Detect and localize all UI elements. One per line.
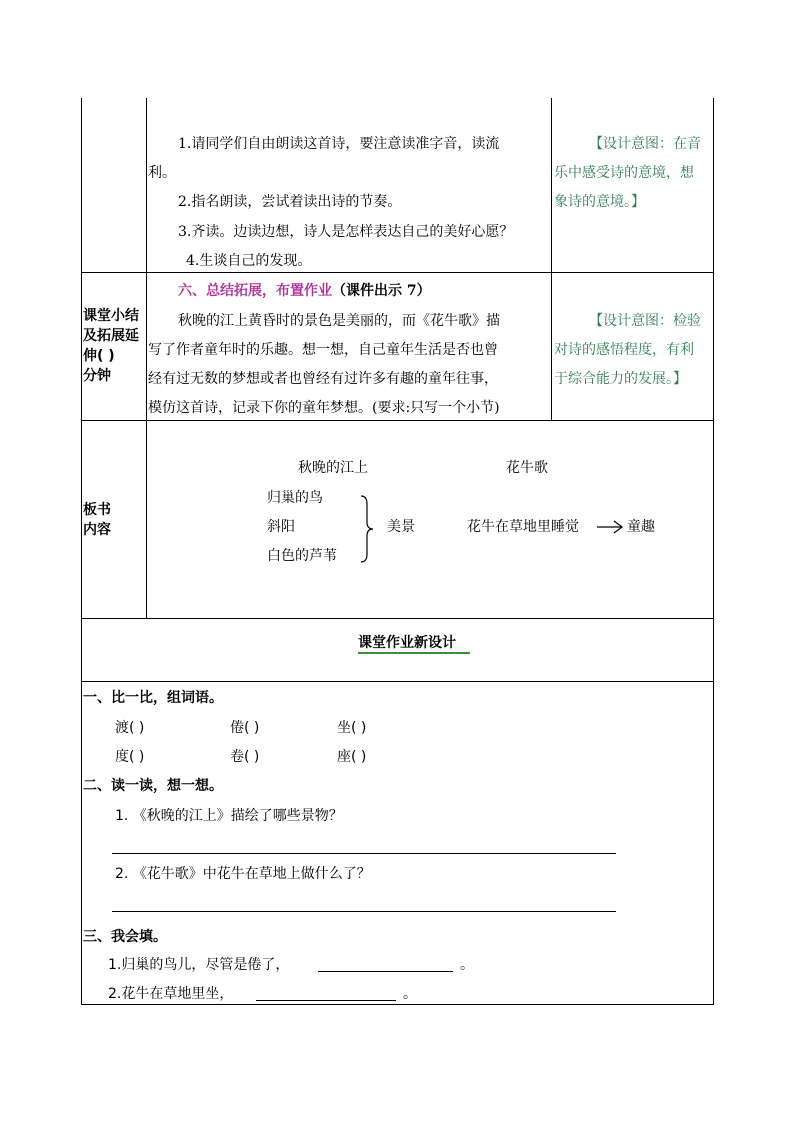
row1-line-5: 4.生谈自己的发现。	[186, 253, 312, 269]
board-title-left: 秋晚的江上	[298, 460, 368, 476]
row-divider-4	[81, 681, 714, 682]
board-scene: 美景	[387, 519, 415, 535]
row1-line-1: 1.请同学们自由朗读这首诗，要注意读准字音，读流	[178, 136, 500, 152]
fill-1-end: 。	[460, 957, 474, 973]
board-item-1: 归巢的鸟	[267, 490, 323, 506]
row1-design-1: 【设计意图：在音	[589, 136, 701, 152]
row2-heading-text: 六、总结拓展，布置作业	[178, 283, 332, 299]
homework-title: 课堂作业新设计	[358, 635, 456, 651]
board-arrow-to: 童趣	[627, 519, 655, 535]
homework-title-underline	[358, 652, 470, 654]
row2-heading	[178, 281, 431, 301]
border-right	[713, 98, 714, 1005]
answer-line-1[interactable]	[112, 853, 616, 854]
row2-heading-note: （课件出示 7）	[332, 283, 431, 299]
word-pair-bottom-1: 度( )	[115, 749, 145, 765]
row2-label-2: 及拓展延	[83, 328, 139, 344]
board-label-1: 板书	[83, 502, 111, 518]
row2-design-1: 【设计意图：检验	[589, 313, 701, 329]
row2-line-1: 秋晚的江上黄昏时的景色是美丽的，而《花牛歌》描	[178, 313, 500, 329]
row2-line-3: 经有过无数的梦想或者也曾经有过许多有趣的童年往事，	[148, 371, 498, 387]
row-divider-3	[81, 618, 714, 619]
row2-design-3: 于综合能力的发展。】	[554, 371, 687, 387]
fill-blank-2[interactable]	[256, 1000, 396, 1001]
row1-line-2: 利。	[148, 165, 176, 181]
section1-title: 一、比一比，组词语。	[83, 690, 223, 706]
border-left-lower	[81, 420, 82, 1005]
word-pair-bottom-2: 卷( )	[230, 749, 260, 765]
row-divider-2	[81, 420, 714, 421]
curly-brace-icon	[355, 494, 377, 564]
col-divider-2	[551, 98, 552, 420]
row2-line-4: 模仿这首诗，记录下你的童年梦想。(要求:只写一个小节)	[148, 400, 500, 416]
word-pair-top-2: 倦( )	[230, 720, 260, 736]
board-title-right: 花牛歌	[506, 460, 548, 476]
row2-design-2: 对诗的感悟程度，有利	[554, 342, 694, 358]
table-bottom	[81, 1004, 714, 1005]
word-pair-top-1: 渡( )	[115, 720, 145, 736]
col-divider-1	[146, 98, 147, 618]
word-pair-bottom-3: 座( )	[337, 749, 367, 765]
row-divider-1	[81, 272, 714, 273]
border-left-upper	[81, 98, 82, 420]
fill-1-text: 1.归巢的鸟儿，尽管是倦了，	[108, 957, 290, 973]
board-item-2: 斜阳	[267, 519, 295, 535]
row1-line-4: 3.齐读。边读边想，诗人是怎样表达自己的美好心愿？	[178, 224, 514, 240]
row1-design-3: 象诗的意境。】	[554, 194, 645, 210]
fill-2-text: 2.花牛在草地里坐，	[108, 986, 234, 1002]
word-pair-top-3: 坐( )	[337, 720, 367, 736]
fill-2-end: 。	[403, 986, 417, 1002]
row2-label-4: 分钟	[83, 368, 111, 384]
answer-line-2[interactable]	[112, 911, 616, 912]
row1-design-2: 乐中感受诗的意境，想	[554, 165, 694, 181]
board-flower-text: 花牛在草地里睡觉	[467, 519, 579, 535]
board-item-3: 白色的芦苇	[267, 548, 337, 564]
question-2: 2. 《花牛歌》中花牛在草地上做什么了？	[115, 866, 371, 882]
row2-line-2: 写了作者童年时的乐趣。想一想，自己童年生活是否也曾	[148, 342, 498, 358]
row2-label-1: 课堂小结	[83, 308, 139, 324]
row2-label-3: 伸( )	[83, 348, 115, 364]
question-1: 1. 《秋晚的江上》描绘了哪些景物？	[115, 808, 343, 824]
board-label-2: 内容	[83, 522, 111, 538]
section2-title: 二、读一读，想一想。	[83, 778, 223, 794]
row1-line-3: 2.指名朗读，尝试着读出诗的节奏。	[178, 194, 402, 210]
fill-blank-1[interactable]	[318, 971, 453, 972]
arrow-right-icon	[596, 519, 624, 535]
section3-title: 三、我会填。	[83, 929, 167, 945]
